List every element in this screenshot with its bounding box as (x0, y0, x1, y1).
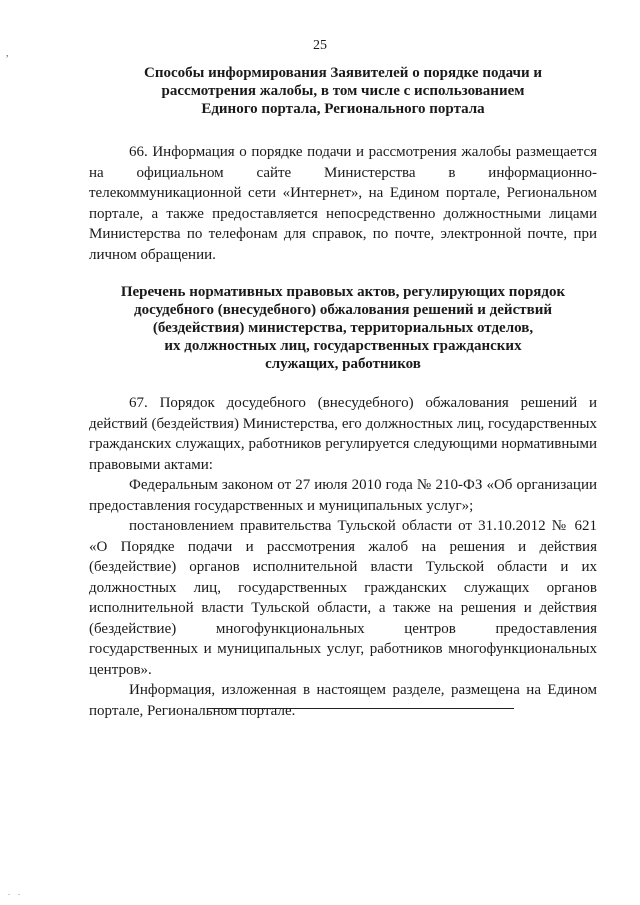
regional-decree-reference: постановлением правительства Тульской области от 31.10.2012 № 621 «О Порядке подачи и рассмотрения жалоб на решения и действия (бездействие) органов исполнительной власти Тульской области и их должностных лиц, государственных гражданских служащих органов исполнительной власти Тульской области, а также на решения и действия (бездействие) многофункциональных центров предоставления государственных и муниципальных услуг, работников многофункциональных центров». (89, 518, 597, 678)
paragraph-67: 67. Порядок досудебного (внесудебного) обжалования решений и действий (бездействия) Министерства, его должностных лиц, государственных гражданских служащих, работников регулируется следующими нормативными правовыми актами: (89, 395, 597, 473)
end-divider (207, 708, 514, 709)
stray-mark: . . (8, 888, 23, 897)
closing-paragraph: Информация, изложенная в настоящем разделе, размещена на Едином портале, Региональном портале. (89, 682, 597, 719)
stray-mark: , (6, 48, 9, 59)
document-body (89, 64, 597, 721)
federal-law-reference: Федеральным законом от 27 июля 2010 года № 210-ФЗ «Об организации предоставления государственных и муниципальных услуг»; (89, 477, 597, 514)
heading-line: Способы информирования Заявителей о порядке подачи и (143, 65, 543, 81)
heading-line: Единого портала, Регионального портала (201, 101, 485, 117)
section-heading-complaint-info (89, 64, 597, 118)
heading-line: служащих, работников (265, 356, 421, 372)
heading-line: досудебного (внесудебного) обжалования решений и действий (134, 302, 552, 318)
section-heading-legal-acts (89, 283, 597, 373)
heading-line: их должностных лиц, государственных гражданских (164, 338, 522, 354)
paragraph-66: 66. Информация о порядке подачи и рассмотрения жалобы размещается на официальном сайте Министерства в информационно-телекоммуникационной сети «Интернет», на Едином портале, Региональном портале, а также предоставляется непосредственно должностными лицами Министерства по телефонам для справок, по почте, электронной почте, при личном обращении. (89, 144, 597, 263)
page-number: 25 (313, 38, 327, 53)
heading-line: (бездействия) министерства, территориальных отделов, (152, 320, 534, 336)
heading-line: Перечень нормативных правовых актов, регулирующих порядок (120, 284, 566, 300)
heading-line: рассмотрения жалобы, в том числе с использованием (161, 83, 525, 99)
